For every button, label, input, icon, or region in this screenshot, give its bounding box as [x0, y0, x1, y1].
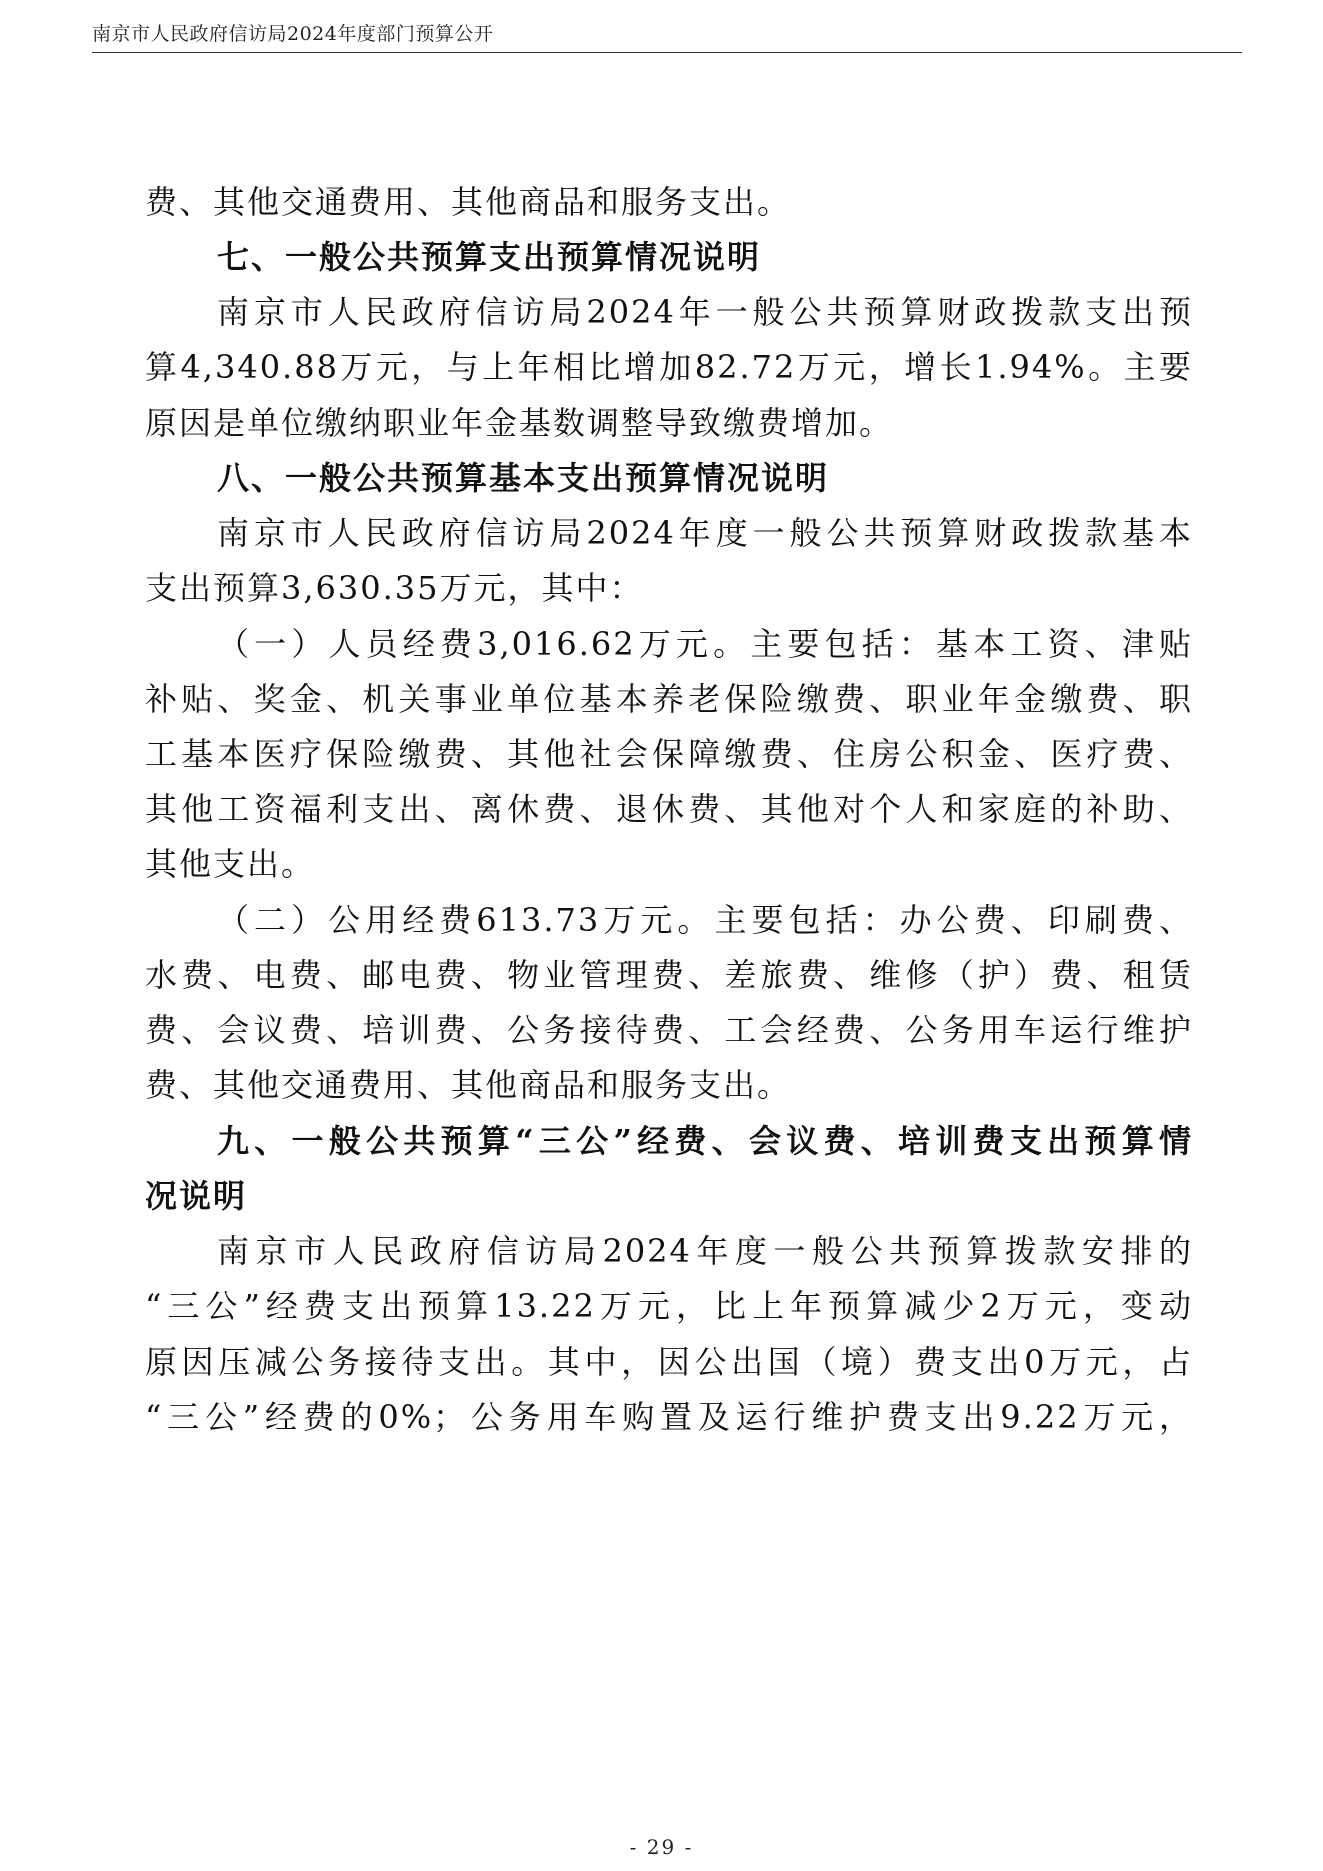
text-line: 费、会议费、培训费、公务接待费、工会经费、公务用车运行维护 — [145, 1011, 1193, 1049]
text-line: 南京市人民政府信访局2024年一般公共预算财政拨款支出预 — [217, 293, 1193, 331]
page-footer — [0, 1835, 1323, 1859]
section-heading-9-cont: 况说明 — [145, 1177, 248, 1215]
text-line: 原因压减公务接待支出。其中，因公出国（境）费支出0万元，占 — [145, 1343, 1193, 1381]
text-line: 工基本医疗保险缴费、其他社会保障缴费、住房公积金、医疗费、 — [145, 735, 1193, 773]
text-line: 费、其他交通费用、其他商品和服务支出。 — [145, 183, 792, 221]
text-line: 支出预算3,630.35万元，其中： — [145, 569, 644, 607]
text-line: 算4,340.88万元，与上年相比增加82.72万元，增长1.94%。主要 — [145, 348, 1193, 386]
section-heading-9: 九、一般公共预算“三公”经费、会议费、培训费支出预算情 — [217, 1122, 1193, 1160]
section-heading-8: 八、一般公共预算基本支出预算情况说明 — [217, 459, 830, 497]
text-line: （二）公用经费613.73万元。主要包括：办公费、印刷费、 — [217, 901, 1193, 939]
text-line: “三公”经费的0%；公务用车购置及运行维护费支出9.22万元， — [145, 1398, 1193, 1436]
page-number: - 29 - — [629, 1835, 694, 1859]
text-line: 原因是单位缴纳职业年金基数调整导致缴费增加。 — [145, 404, 894, 442]
text-line: 费、其他交通费用、其他商品和服务支出。 — [145, 1066, 792, 1104]
text-line: 水费、电费、邮电费、物业管理费、差旅费、维修（护）费、租赁 — [145, 956, 1193, 994]
text-line: 南京市人民政府信访局2024年度一般公共预算拨款安排的 — [217, 1232, 1193, 1270]
text-line: 南京市人民政府信访局2024年度一般公共预算财政拨款基本 — [217, 514, 1193, 552]
text-line: （一）人员经费3,016.62万元。主要包括：基本工资、津贴 — [217, 625, 1193, 663]
page-header — [92, 22, 1242, 53]
text-line: “三公”经费支出预算13.22万元，比上年预算减少2万元，变动 — [145, 1287, 1193, 1325]
text-line: 其他支出。 — [145, 845, 316, 883]
text-line: 其他工资福利支出、离休费、退休费、其他对个人和家庭的补助、 — [145, 790, 1193, 828]
header-title: 南京市人民政府信访局2024年度部门预算公开 — [92, 23, 494, 45]
text-line: 补贴、奖金、机关事业单位基本养老保险缴费、职业年金缴费、职 — [145, 680, 1193, 718]
section-heading-7: 七、一般公共预算支出预算情况说明 — [217, 238, 762, 276]
